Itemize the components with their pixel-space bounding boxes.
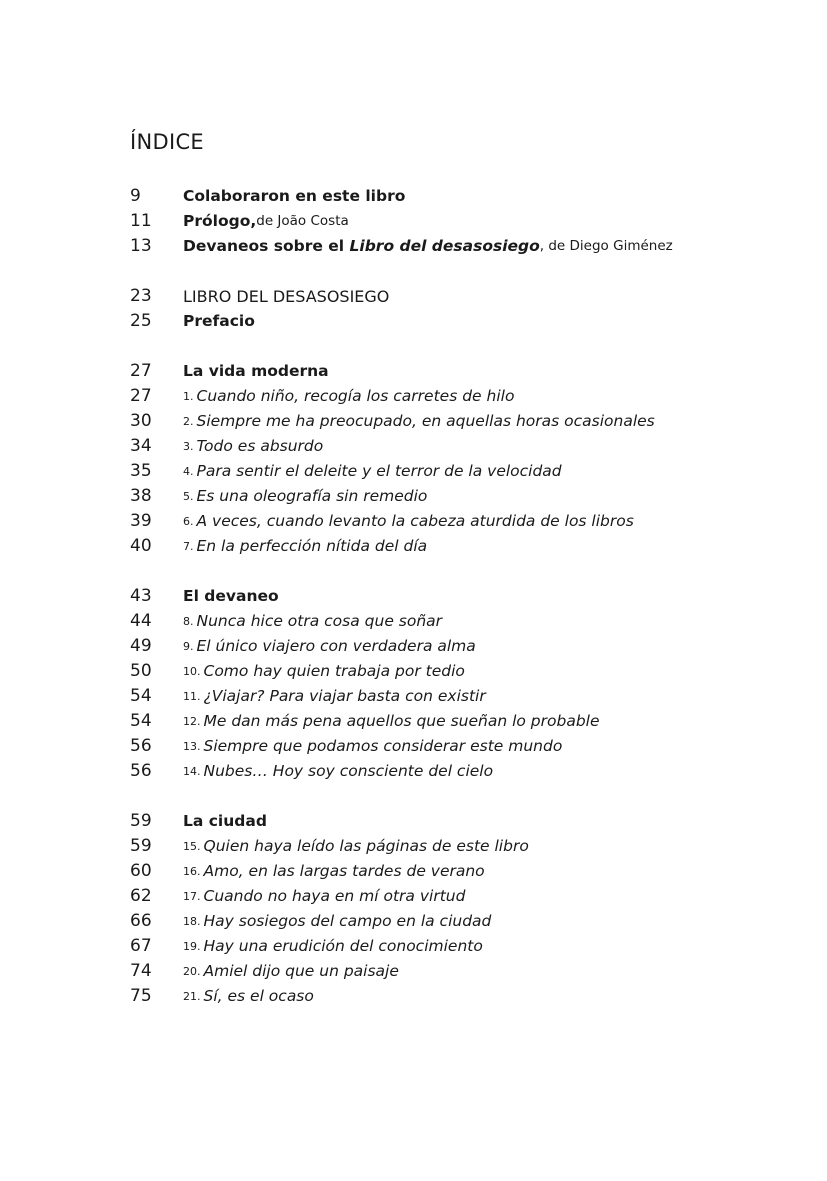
page-number: 50 xyxy=(130,661,152,681)
entry-title: Devaneos sobre el xyxy=(183,237,350,255)
page-number: 11 xyxy=(130,211,152,231)
toc-entry xyxy=(130,459,750,484)
page-number: 54 xyxy=(130,686,152,706)
chapter-title: ¿Viajar? Para viajar basta con existir xyxy=(203,687,486,705)
page-number: 56 xyxy=(130,761,152,781)
page-number: 74 xyxy=(130,961,152,981)
entry-title: Prefacio xyxy=(183,312,255,330)
toc-entry xyxy=(130,884,750,909)
page-number: 27 xyxy=(130,361,152,381)
chapter-title: Quien haya leído las páginas de este libro xyxy=(203,837,529,855)
chapter-number: 12. xyxy=(183,715,201,728)
page-number: 9 xyxy=(130,186,141,206)
page-number: 44 xyxy=(130,611,152,631)
chapter-number: 15. xyxy=(183,840,201,853)
chapter-title: Sí, es el ocaso xyxy=(203,987,314,1005)
page-number: 66 xyxy=(130,911,152,931)
chapter-title: Cuando no haya en mí otra virtud xyxy=(203,887,466,905)
section-title: La ciudad xyxy=(183,812,267,830)
page-number: 13 xyxy=(130,236,152,256)
chapter-number: 2. xyxy=(183,415,194,428)
entry-author: , de Diego Giménez xyxy=(539,238,673,254)
chapter-number: 19. xyxy=(183,940,201,953)
chapter-title: Es una oleografía sin remedio xyxy=(196,487,428,505)
toc-entry xyxy=(130,434,750,459)
chapter-title: En la perfección nítida del día xyxy=(196,537,428,555)
chapter-title: Hay una erudición del conocimiento xyxy=(203,937,483,955)
chapter-title: Amiel dijo que un paisaje xyxy=(203,962,399,980)
entry-title: Prólogo, xyxy=(183,212,257,230)
page-number: 49 xyxy=(130,636,152,656)
chapter-number: 10. xyxy=(183,665,201,678)
toc-entry xyxy=(130,234,750,259)
page-number: 25 xyxy=(130,311,152,331)
chapter-title: Nubes… Hoy soy consciente del cielo xyxy=(203,762,494,780)
page-number: 39 xyxy=(130,511,152,531)
toc-entry xyxy=(130,184,750,209)
toc-entry xyxy=(130,909,750,934)
page-number: 54 xyxy=(130,711,152,731)
page-number: 67 xyxy=(130,936,152,956)
table-of-contents xyxy=(130,184,750,1009)
chapter-title: Siempre que podamos considerar este mundo xyxy=(203,737,563,755)
page-number: 60 xyxy=(130,861,152,881)
page-title: ÍNDICE xyxy=(130,130,204,154)
chapter-number: 21. xyxy=(183,990,201,1003)
chapter-number: 6. xyxy=(183,515,194,528)
page-number: 43 xyxy=(130,586,152,606)
page-number: 59 xyxy=(130,811,152,831)
toc-entry xyxy=(130,484,750,509)
chapter-number: 14. xyxy=(183,765,201,778)
toc-entry xyxy=(130,634,750,659)
toc-entry xyxy=(130,709,750,734)
chapter-number: 3. xyxy=(183,440,194,453)
chapter-number: 7. xyxy=(183,540,194,553)
toc-entry xyxy=(130,934,750,959)
section-title: El devaneo xyxy=(183,587,279,605)
chapter-title: A veces, cuando levanto la cabeza aturdida de los libros xyxy=(196,512,634,530)
section-heading xyxy=(130,584,750,609)
chapter-title: Cuando niño, recogía los carretes de hilo xyxy=(196,387,515,405)
page-number: 27 xyxy=(130,386,152,406)
entry-title: Colaboraron en este libro xyxy=(183,187,406,205)
toc-entry xyxy=(130,959,750,984)
section-heading xyxy=(130,809,750,834)
chapter-title: Amo, en las largas tardes de verano xyxy=(203,862,485,880)
toc-entry xyxy=(130,509,750,534)
entry-author: de João Costa xyxy=(256,213,349,229)
chapter-title: Todo es absurdo xyxy=(196,437,324,455)
page-number: 40 xyxy=(130,536,152,556)
chapter-number: 8. xyxy=(183,615,194,628)
chapter-number: 13. xyxy=(183,740,201,753)
chapter-number: 4. xyxy=(183,465,194,478)
page-number: 30 xyxy=(130,411,152,431)
page-number: 34 xyxy=(130,436,152,456)
toc-entry xyxy=(130,734,750,759)
chapter-title: Me dan más pena aquellos que sueñan lo probable xyxy=(203,712,600,730)
page-number: 35 xyxy=(130,461,152,481)
chapter-title: Hay sosiegos del campo en la ciudad xyxy=(203,912,492,930)
section-heading xyxy=(130,359,750,384)
toc-entry xyxy=(130,534,750,559)
chapter-title: El único viajero con verdadera alma xyxy=(196,637,476,655)
book-title: LIBRO DEL DESASOSIEGO xyxy=(183,287,390,306)
chapter-number: 1. xyxy=(183,390,194,403)
chapter-title: Nunca hice otra cosa que soñar xyxy=(196,612,443,630)
toc-entry xyxy=(130,384,750,409)
toc-entry xyxy=(130,409,750,434)
toc-entry xyxy=(130,984,750,1009)
page-number: 59 xyxy=(130,836,152,856)
chapter-title: Como hay quien trabaja por tedio xyxy=(203,662,465,680)
chapter-title: Para sentir el deleite y el terror de la velocidad xyxy=(196,462,562,480)
page-number: 38 xyxy=(130,486,152,506)
toc-entry xyxy=(130,834,750,859)
chapter-number: 16. xyxy=(183,865,201,878)
chapter-number: 9. xyxy=(183,640,194,653)
page-number: 23 xyxy=(130,286,152,306)
chapter-number: 20. xyxy=(183,965,201,978)
chapter-number: 5. xyxy=(183,490,194,503)
toc-entry xyxy=(130,659,750,684)
page-number: 62 xyxy=(130,886,152,906)
page-number: 75 xyxy=(130,986,152,1006)
chapter-title: Siempre me ha preocupado, en aquellas horas ocasionales xyxy=(196,412,655,430)
toc-entry xyxy=(130,284,750,309)
toc-entry xyxy=(130,859,750,884)
chapter-number: 17. xyxy=(183,890,201,903)
toc-entry xyxy=(130,209,750,234)
toc-entry xyxy=(130,609,750,634)
toc-entry xyxy=(130,684,750,709)
toc-entry xyxy=(130,309,750,334)
chapter-number: 18. xyxy=(183,915,201,928)
section-title: La vida moderna xyxy=(183,362,329,380)
entry-title-italic: Libro del desasosiego xyxy=(349,237,540,255)
chapter-number: 11. xyxy=(183,690,201,703)
toc-entry xyxy=(130,759,750,784)
page-number: 56 xyxy=(130,736,152,756)
